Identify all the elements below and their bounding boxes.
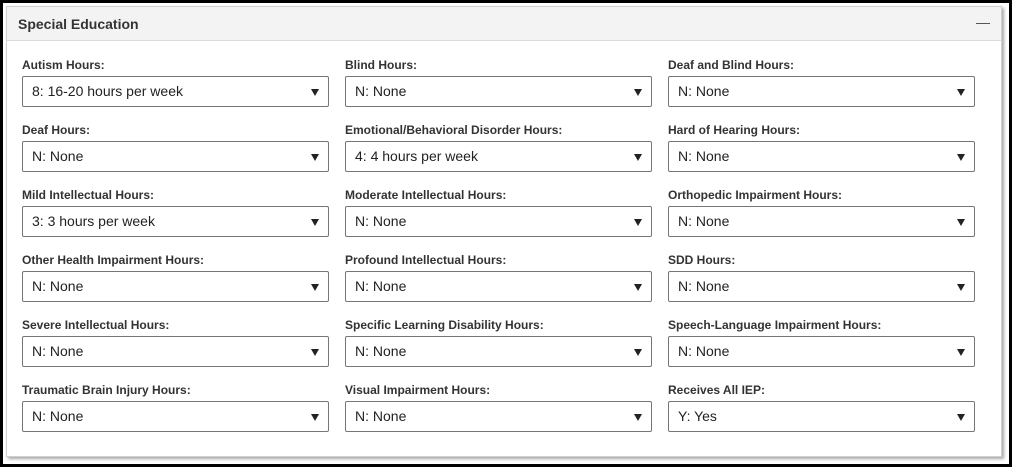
speech-language-impairment-hours-field bbox=[668, 313, 975, 372]
traumatic-brain-injury-hours-selected-value: N: None bbox=[32, 408, 84, 424]
panel-title: Special Education bbox=[18, 16, 139, 32]
hard-of-hearing-hours-label: Hard of Hearing Hours: bbox=[668, 123, 801, 137]
severe-intellectual-hours-select[interactable] bbox=[22, 336, 329, 367]
deaf-and-blind-hours-label: Deaf and Blind Hours: bbox=[668, 58, 795, 72]
severe-intellectual-hours-selected-value: N: None bbox=[32, 343, 84, 359]
chevron-down-icon bbox=[634, 349, 642, 356]
mild-intellectual-hours-select[interactable] bbox=[22, 206, 329, 237]
orthopedic-impairment-hours-field bbox=[668, 183, 975, 242]
emotional-behavioral-disorder-hours-selected-value: 4: 4 hours per week bbox=[355, 148, 478, 164]
chevron-down-icon bbox=[957, 154, 965, 161]
chevron-down-icon bbox=[957, 349, 965, 356]
chevron-down-icon bbox=[957, 414, 965, 421]
chevron-down-icon bbox=[311, 154, 319, 161]
specific-learning-disability-hours-selected-value: N: None bbox=[355, 343, 407, 359]
collapse-button[interactable] bbox=[975, 15, 991, 31]
autism-hours-label: Autism Hours: bbox=[22, 58, 105, 72]
hard-of-hearing-hours-field bbox=[668, 118, 975, 177]
orthopedic-impairment-hours-label: Orthopedic Impairment Hours: bbox=[668, 188, 843, 202]
panel-header bbox=[7, 7, 1001, 41]
deaf-hours-selected-value: N: None bbox=[32, 148, 84, 164]
traumatic-brain-injury-hours-select[interactable] bbox=[22, 401, 329, 432]
deaf-and-blind-hours-select[interactable] bbox=[668, 76, 975, 107]
visual-impairment-hours-select[interactable] bbox=[345, 401, 652, 432]
deaf-and-blind-hours-selected-value: N: None bbox=[678, 83, 730, 99]
chevron-down-icon bbox=[634, 89, 642, 96]
hard-of-hearing-hours-selected-value: N: None bbox=[678, 148, 730, 164]
severe-intellectual-hours-field bbox=[22, 313, 329, 372]
hard-of-hearing-hours-select[interactable] bbox=[668, 141, 975, 172]
chevron-down-icon bbox=[634, 414, 642, 421]
other-health-impairment-hours-field bbox=[22, 248, 329, 307]
chevron-down-icon bbox=[311, 414, 319, 421]
traumatic-brain-injury-hours-label: Traumatic Brain Injury Hours: bbox=[22, 383, 191, 397]
sdd-hours-selected-value: N: None bbox=[678, 278, 730, 294]
emotional-behavioral-disorder-hours-field bbox=[345, 118, 652, 177]
chevron-down-icon bbox=[311, 89, 319, 96]
receives-all-iep-select[interactable] bbox=[668, 401, 975, 432]
chevron-down-icon bbox=[634, 154, 642, 161]
sdd-hours-select[interactable] bbox=[668, 271, 975, 302]
emotional-behavioral-disorder-hours-select[interactable] bbox=[345, 141, 652, 172]
autism-hours-field bbox=[22, 53, 329, 112]
sdd-hours-label: SDD Hours: bbox=[668, 253, 736, 267]
blind-hours-label: Blind Hours: bbox=[345, 58, 417, 72]
autism-hours-selected-value: 8: 16-20 hours per week bbox=[32, 83, 183, 99]
minus-icon bbox=[976, 23, 990, 24]
orthopedic-impairment-hours-selected-value: N: None bbox=[678, 213, 730, 229]
speech-language-impairment-hours-selected-value: N: None bbox=[678, 343, 730, 359]
visual-impairment-hours-label: Visual Impairment Hours: bbox=[345, 383, 491, 397]
moderate-intellectual-hours-selected-value: N: None bbox=[355, 213, 407, 229]
mild-intellectual-hours-selected-value: 3: 3 hours per week bbox=[32, 213, 155, 229]
blind-hours-selected-value: N: None bbox=[355, 83, 407, 99]
chevron-down-icon bbox=[957, 89, 965, 96]
emotional-behavioral-disorder-hours-label: Emotional/Behavioral Disorder Hours: bbox=[345, 123, 563, 137]
profound-intellectual-hours-select[interactable] bbox=[345, 271, 652, 302]
fields-grid bbox=[22, 53, 975, 437]
deaf-and-blind-hours-field bbox=[668, 53, 975, 112]
blind-hours-select[interactable] bbox=[345, 76, 652, 107]
specific-learning-disability-hours-select[interactable] bbox=[345, 336, 652, 367]
chevron-down-icon bbox=[957, 219, 965, 226]
moderate-intellectual-hours-field bbox=[345, 183, 652, 242]
deaf-hours-field bbox=[22, 118, 329, 177]
moderate-intellectual-hours-select[interactable] bbox=[345, 206, 652, 237]
other-health-impairment-hours-selected-value: N: None bbox=[32, 278, 84, 294]
profound-intellectual-hours-selected-value: N: None bbox=[355, 278, 407, 294]
blind-hours-field bbox=[345, 53, 652, 112]
deaf-hours-select[interactable] bbox=[22, 141, 329, 172]
chevron-down-icon bbox=[311, 284, 319, 291]
mild-intellectual-hours-label: Mild Intellectual Hours: bbox=[22, 188, 155, 202]
special-education-panel bbox=[6, 6, 1002, 457]
chevron-down-icon bbox=[957, 284, 965, 291]
receives-all-iep-field bbox=[668, 378, 975, 437]
chevron-down-icon bbox=[311, 349, 319, 356]
speech-language-impairment-hours-select[interactable] bbox=[668, 336, 975, 367]
chevron-down-icon bbox=[634, 219, 642, 226]
moderate-intellectual-hours-label: Moderate Intellectual Hours: bbox=[345, 188, 507, 202]
chevron-down-icon bbox=[311, 219, 319, 226]
sdd-hours-field bbox=[668, 248, 975, 307]
profound-intellectual-hours-label: Profound Intellectual Hours: bbox=[345, 253, 507, 267]
profound-intellectual-hours-field bbox=[345, 248, 652, 307]
specific-learning-disability-hours-label: Specific Learning Disability Hours: bbox=[345, 318, 544, 332]
other-health-impairment-hours-select[interactable] bbox=[22, 271, 329, 302]
specific-learning-disability-hours-field bbox=[345, 313, 652, 372]
deaf-hours-label: Deaf Hours: bbox=[22, 123, 91, 137]
receives-all-iep-label: Receives All IEP: bbox=[668, 383, 765, 397]
autism-hours-select[interactable] bbox=[22, 76, 329, 107]
visual-impairment-hours-field bbox=[345, 378, 652, 437]
visual-impairment-hours-selected-value: N: None bbox=[355, 408, 407, 424]
orthopedic-impairment-hours-select[interactable] bbox=[668, 206, 975, 237]
receives-all-iep-selected-value: Y: Yes bbox=[678, 408, 717, 424]
speech-language-impairment-hours-label: Speech-Language Impairment Hours: bbox=[668, 318, 882, 332]
severe-intellectual-hours-label: Severe Intellectual Hours: bbox=[22, 318, 170, 332]
mild-intellectual-hours-field bbox=[22, 183, 329, 242]
chevron-down-icon bbox=[634, 284, 642, 291]
other-health-impairment-hours-label: Other Health Impairment Hours: bbox=[22, 253, 205, 267]
traumatic-brain-injury-hours-field bbox=[22, 378, 329, 437]
